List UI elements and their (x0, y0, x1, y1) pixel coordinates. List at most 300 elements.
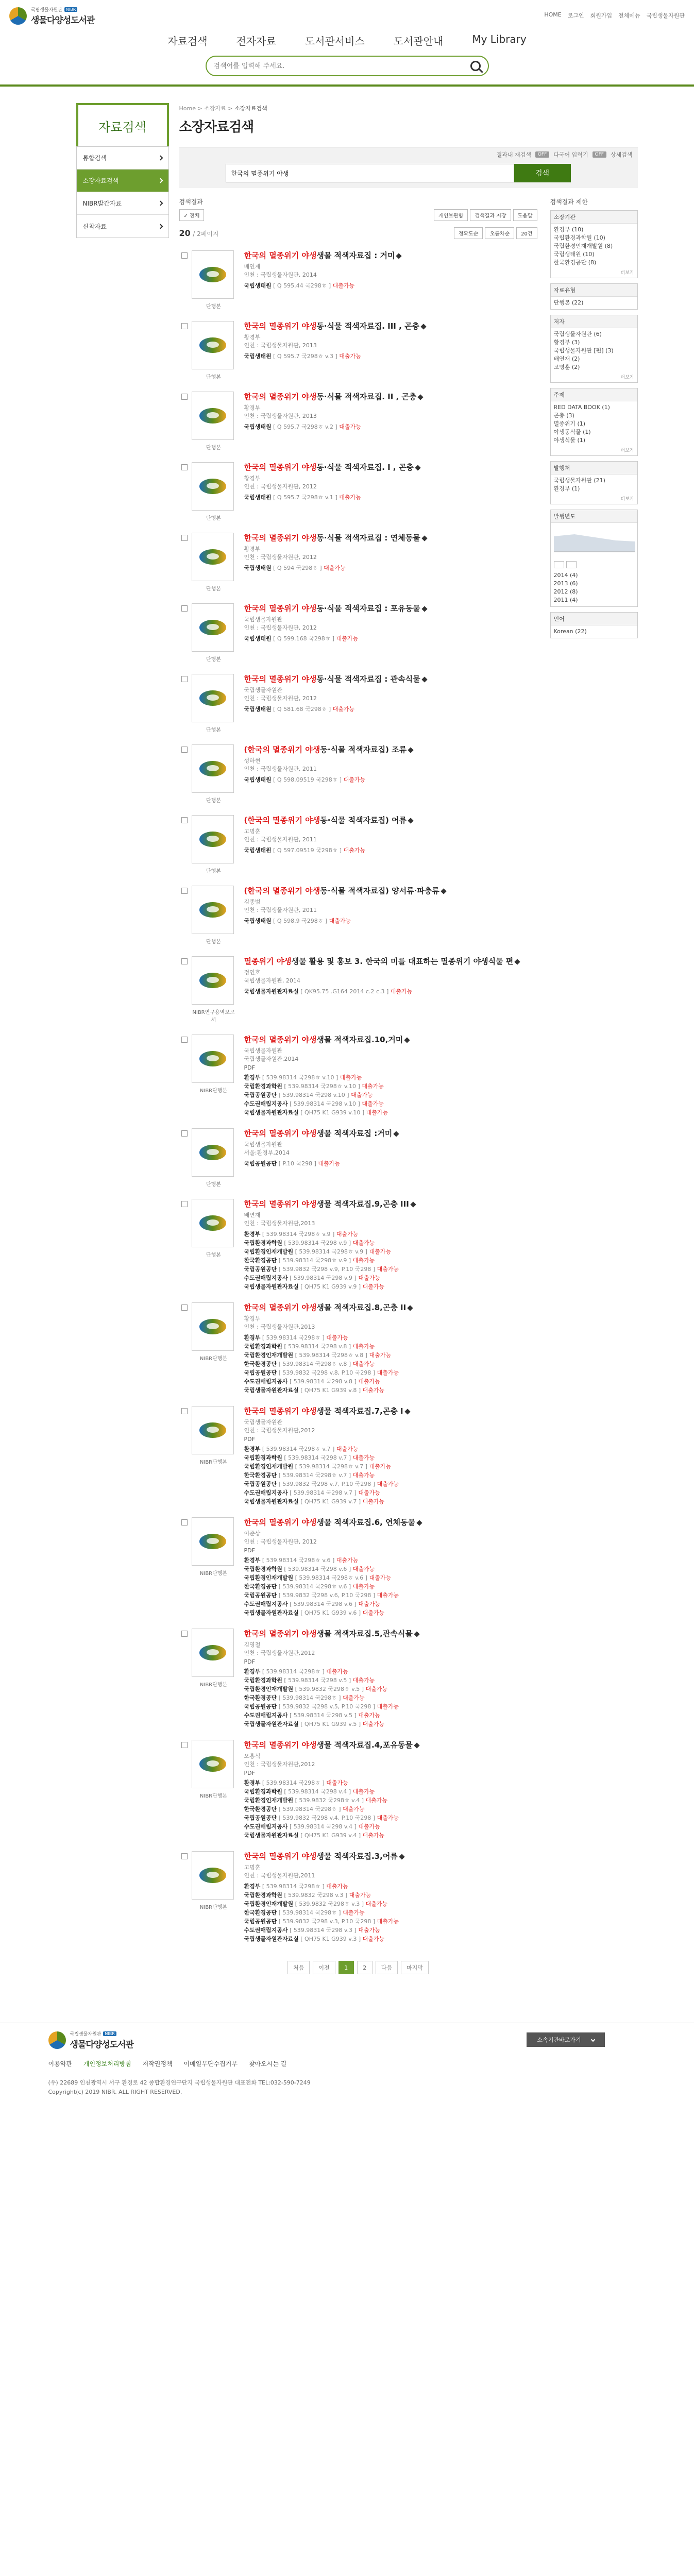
facet-heading[interactable]: 주제 (551, 388, 637, 401)
facet-heading[interactable]: 소장기관 (551, 211, 637, 224)
item-title[interactable] (244, 462, 537, 472)
holding-status[interactable]: 대출가능 (362, 1721, 385, 1727)
item-title[interactable] (244, 815, 537, 825)
util-link[interactable]: 국립생물자원관 (646, 12, 685, 19)
facet-item[interactable]: RED DATA BOOK (1) (553, 404, 610, 411)
holding-library[interactable]: 수도권매립지공사 (244, 1100, 288, 1107)
pin-icon[interactable] (420, 324, 426, 329)
sort-select[interactable]: 오름차순 (485, 227, 514, 239)
footer-link[interactable]: 개인정보처리방침 (83, 2060, 131, 2067)
facet-item[interactable]: 한국환경공단 (8) (553, 259, 597, 266)
item-checkbox[interactable] (181, 535, 188, 541)
holding-library[interactable]: 국립환경과학원 (244, 1454, 282, 1461)
holding-library[interactable]: 국립공원공단 (244, 1815, 277, 1821)
pin-icon[interactable] (394, 1131, 399, 1137)
facet-item[interactable]: 국립생태원 (10) (553, 251, 595, 258)
holding-library[interactable]: 환경부 (244, 1883, 261, 1890)
result-tool-button[interactable]: 개인보관함 (434, 209, 468, 221)
item-checkbox[interactable] (181, 1130, 188, 1137)
book-cover[interactable] (192, 956, 234, 1005)
item-title[interactable] (244, 1629, 537, 1639)
book-cover[interactable] (192, 392, 234, 440)
pdf-link[interactable]: PDF (244, 1770, 255, 1776)
item-title[interactable] (244, 533, 537, 543)
pager-button[interactable]: 다음 (376, 1961, 398, 1974)
holding-status[interactable]: 대출가능 (366, 1109, 388, 1116)
item-checkbox[interactable] (181, 1408, 188, 1414)
facet-heading[interactable]: 발행처 (551, 462, 637, 474)
family-site-select[interactable] (527, 2032, 604, 2047)
holding-library[interactable]: 국립생태원 (244, 282, 272, 289)
holding-library[interactable]: 국립환경과학원 (244, 1566, 282, 1572)
holding-library[interactable]: 수도권매립지공사 (244, 1601, 288, 1607)
holding-status[interactable]: 대출가능 (336, 1446, 359, 1452)
holding-status[interactable]: 대출가능 (326, 1334, 348, 1341)
facet-heading[interactable]: 언어 (551, 613, 637, 625)
facet-item[interactable]: 곤충 (3) (553, 412, 574, 419)
holding-library[interactable]: 수도권매립지공사 (244, 1927, 288, 1934)
facet-item[interactable]: 국립생물자원관 [편] (3) (553, 347, 614, 354)
holding-library[interactable]: 국립공원공단 (244, 1160, 277, 1167)
holding-library[interactable]: 환경부 (244, 1668, 261, 1675)
item-checkbox[interactable] (181, 1631, 188, 1637)
book-cover[interactable] (192, 533, 234, 581)
item-checkbox[interactable] (181, 747, 188, 753)
item-checkbox[interactable] (181, 605, 188, 612)
holding-library[interactable]: 수도권매립지공사 (244, 1489, 288, 1496)
gnb-item[interactable]: 도서관서비스 (304, 35, 365, 47)
sort-select[interactable]: 20건 (516, 227, 537, 239)
holding-library[interactable]: 한국환경공단 (244, 1257, 277, 1264)
holding-library[interactable]: 국립환경과학원 (244, 1892, 282, 1899)
item-title[interactable] (244, 1128, 537, 1139)
result-search-button[interactable]: 검색 (514, 164, 571, 182)
facet-heading[interactable]: 저자 (551, 315, 637, 328)
holding-library[interactable]: 환경부 (244, 1557, 261, 1564)
holding-status[interactable]: 대출가능 (362, 1609, 385, 1616)
pin-icon[interactable] (408, 1305, 413, 1311)
facet-item[interactable]: 황경부 (3) (553, 339, 580, 346)
holding-library[interactable]: 국립생태원 (244, 494, 272, 501)
year-to-input[interactable] (566, 561, 577, 568)
book-cover[interactable] (192, 1302, 234, 1351)
item-title[interactable] (244, 1199, 537, 1209)
holding-library[interactable]: 국립생물자원관자료실 (244, 1609, 299, 1616)
left-nav-item[interactable] (77, 170, 168, 192)
holding-status[interactable]: 대출가능 (369, 1574, 392, 1581)
item-checkbox[interactable] (181, 888, 188, 894)
holding-library[interactable]: 국립생태원 (244, 353, 272, 360)
item-checkbox[interactable] (181, 958, 188, 964)
left-nav-item[interactable] (77, 192, 168, 215)
site-logo[interactable] (9, 6, 94, 26)
pin-icon[interactable] (418, 394, 424, 400)
item-title[interactable] (244, 1740, 537, 1750)
pager-button[interactable]: 이전 (313, 1961, 335, 1974)
footer-link[interactable]: 찾아오시는 길 (248, 2060, 287, 2067)
holding-library[interactable]: 한국환경공단 (244, 1909, 277, 1916)
result-tool-button[interactable]: 검색결과 저장 (470, 209, 511, 221)
holding-library[interactable]: 국립환경과학원 (244, 1083, 282, 1090)
holding-library[interactable]: 국립생물자원관자료실 (244, 988, 299, 995)
book-cover[interactable] (192, 1128, 234, 1177)
holding-status[interactable]: 대출가능 (324, 565, 346, 571)
holding-library[interactable]: 수도권매립지공사 (244, 1823, 288, 1830)
year-from-input[interactable] (554, 561, 564, 568)
holding-library[interactable]: 국립생물자원관자료실 (244, 1498, 299, 1505)
holding-status[interactable]: 대출가능 (339, 423, 361, 430)
holding-status[interactable]: 대출가능 (362, 1100, 384, 1107)
facet-item[interactable]: 고명훈 (2) (553, 364, 580, 370)
holding-library[interactable]: 국립생물자원관자료실 (244, 1721, 299, 1727)
holding-status[interactable]: 대출가능 (365, 1901, 388, 1907)
book-cover[interactable] (192, 815, 234, 863)
facet-more-link[interactable]: 더보기 (620, 448, 634, 453)
holding-library[interactable]: 국립환경인재개발원 (244, 1686, 294, 1692)
holding-status[interactable]: 대출가능 (336, 1231, 359, 1238)
select-all-button[interactable]: ✓ 전체 (179, 209, 205, 221)
item-checkbox[interactable] (181, 1853, 188, 1859)
holding-library[interactable]: 국립생태원 (244, 847, 272, 854)
gnb-item[interactable]: 자료검색 (167, 35, 208, 47)
facet-item[interactable]: 국립환경과학원 (10) (553, 234, 605, 241)
holding-status[interactable]: 대출가능 (390, 988, 413, 995)
book-cover[interactable] (192, 1851, 234, 1900)
holding-status[interactable]: 대출가능 (339, 353, 361, 360)
holding-library[interactable]: 환경부 (244, 1446, 261, 1452)
gnb-item[interactable]: 도서관안내 (393, 35, 444, 47)
item-checkbox[interactable] (181, 464, 188, 470)
holding-status[interactable]: 대출가능 (332, 706, 355, 713)
pager-button[interactable]: 2 (357, 1961, 373, 1974)
holding-status[interactable]: 대출가능 (326, 1668, 348, 1675)
breadcrumb-item[interactable]: Home (179, 105, 196, 112)
footer-link[interactable]: 이용약관 (48, 2060, 72, 2067)
book-cover[interactable] (192, 1517, 234, 1566)
left-nav-item[interactable] (77, 215, 168, 238)
holding-status[interactable]: 대출가능 (377, 1592, 399, 1599)
item-info (244, 603, 537, 663)
holding-status[interactable]: 대출가능 (362, 1936, 385, 1942)
facet-item[interactable]: 환경부 (1) (553, 485, 580, 492)
result-search-input[interactable] (226, 164, 514, 182)
holding-status[interactable]: 대출가능 (352, 1677, 375, 1684)
holding-library[interactable]: 국립공원공단 (244, 1481, 277, 1487)
holding-status[interactable]: 대출가능 (326, 1883, 348, 1890)
holding-status[interactable]: 대출가능 (358, 1712, 380, 1719)
item-checkbox[interactable] (181, 323, 188, 329)
facet-item[interactable]: 단행본 (22) (553, 299, 584, 306)
facet-item[interactable]: 배연재 (2) (553, 355, 580, 362)
facet-item[interactable]: 야생식물 (1) (553, 437, 586, 444)
holding-library[interactable]: 환경부 (244, 1074, 261, 1081)
holding-library[interactable]: 국립환경인재개발원 (244, 1248, 294, 1255)
holding-library[interactable]: 국립생태원 (244, 776, 272, 783)
holding-status[interactable]: 대출가능 (352, 1566, 375, 1572)
holding-status[interactable]: 대출가능 (358, 1927, 380, 1934)
item-title[interactable] (244, 321, 537, 331)
holding-library[interactable]: 한국환경공단 (244, 1806, 277, 1812)
holding-status[interactable]: 대출가능 (362, 1083, 384, 1090)
holding-status[interactable]: 대출가능 (318, 1160, 340, 1167)
holding-status[interactable]: 대출가능 (352, 1343, 375, 1350)
holding-status[interactable]: 대출가능 (343, 1806, 365, 1812)
facet-item[interactable]: 국립생물자원관 (6) (553, 331, 602, 337)
toggle-research-switch[interactable]: OFF (535, 151, 549, 158)
holding-status[interactable]: 대출가능 (352, 1583, 375, 1590)
holding-library[interactable]: 국립공원공단 (244, 1369, 277, 1376)
pin-icon[interactable] (396, 253, 402, 259)
holding-status[interactable]: 대출가능 (326, 1780, 348, 1786)
item-title[interactable] (244, 956, 537, 967)
pin-icon[interactable] (414, 1742, 419, 1748)
facet-item[interactable]: 2013 (6) (553, 580, 578, 587)
holding-library[interactable]: 국립공원공단 (244, 1592, 277, 1599)
util-link[interactable]: 로그인 (567, 12, 584, 19)
item-title[interactable] (244, 674, 537, 684)
pin-icon[interactable] (404, 1037, 410, 1043)
item-holdings (244, 634, 537, 643)
item-checkbox[interactable] (181, 817, 188, 823)
item-checkbox[interactable] (181, 1201, 188, 1207)
book-cover[interactable] (192, 250, 234, 299)
holding-status[interactable]: 대출가능 (377, 1369, 399, 1376)
pager-button[interactable]: 처음 (287, 1961, 310, 1974)
holding-status[interactable]: 대출가능 (343, 1694, 365, 1701)
pdf-link[interactable]: PDF (244, 1064, 255, 1071)
holding-library[interactable]: 수도권매립지공사 (244, 1712, 288, 1719)
holding-library[interactable]: 국립생태원 (244, 706, 272, 713)
advanced-search-link[interactable]: 상세검색 (610, 151, 633, 158)
holding-library[interactable]: 국립환경인재개발원 (244, 1463, 294, 1470)
holding-status[interactable]: 대출가능 (362, 1387, 385, 1394)
holding-library[interactable]: 국립공원공단 (244, 1092, 277, 1098)
facet-item[interactable]: 환경부 (10) (553, 226, 584, 233)
facet-item[interactable]: 멸종위기 (1) (553, 420, 586, 427)
holding-library[interactable]: 국립환경인재개발원 (244, 1901, 294, 1907)
holding-status[interactable]: 대출가능 (343, 847, 366, 854)
pager-button[interactable]: 마지막 (401, 1961, 429, 1974)
holding-status[interactable]: 대출가능 (352, 1361, 375, 1367)
holding-status[interactable]: 대출가능 (349, 1892, 371, 1899)
holding-library[interactable]: 환경부 (244, 1334, 261, 1341)
holding-status[interactable]: 대출가능 (377, 1266, 399, 1273)
holding-status[interactable]: 대출가능 (369, 1352, 392, 1359)
pdf-link[interactable]: PDF (244, 1658, 255, 1665)
pin-icon[interactable] (408, 747, 413, 753)
pin-icon[interactable] (404, 1409, 410, 1414)
holding-status[interactable]: 대출가능 (332, 282, 355, 289)
holding-status[interactable]: 대출가능 (352, 1454, 375, 1461)
holding-library[interactable]: 한국환경공단 (244, 1583, 277, 1590)
util-link[interactable]: 전체메뉴 (618, 12, 640, 19)
item-checkbox[interactable] (181, 1037, 188, 1043)
holding-status[interactable]: 대출가능 (339, 494, 361, 501)
pager-button[interactable]: 1 (338, 1961, 354, 1974)
item-title[interactable] (244, 250, 537, 261)
pin-icon[interactable] (421, 606, 427, 612)
pin-icon[interactable] (421, 535, 427, 541)
left-nav-item[interactable] (77, 147, 168, 170)
holding-library[interactable]: 한국환경공단 (244, 1694, 277, 1701)
search-icon[interactable] (470, 61, 481, 71)
toggle-multilang-switch[interactable]: OFF (593, 151, 606, 158)
item-title[interactable] (244, 1851, 537, 1861)
facet-item[interactable]: 2014 (4) (553, 572, 578, 579)
book-cover[interactable] (192, 603, 234, 652)
book-cover[interactable] (192, 1035, 234, 1083)
gnb-item[interactable]: 전자자료 (236, 35, 276, 47)
holding-status[interactable]: 대출가능 (377, 1918, 399, 1925)
holding-status[interactable]: 대출가능 (362, 1832, 385, 1839)
facet-more-link[interactable]: 더보기 (620, 497, 634, 502)
item-title[interactable] (244, 886, 537, 896)
holding-library[interactable]: 국립생물자원관자료실 (244, 1936, 299, 1942)
item-title[interactable] (244, 744, 537, 755)
item-title[interactable] (244, 1035, 537, 1045)
item-title[interactable] (244, 1517, 537, 1528)
holding-library[interactable]: 국립환경과학원 (244, 1240, 282, 1246)
holding-library[interactable]: 국립생태원 (244, 635, 272, 642)
holding-library[interactable]: 국립환경과학원 (244, 1788, 282, 1795)
pin-icon[interactable] (408, 818, 413, 823)
holding-status[interactable]: 대출가능 (365, 1797, 388, 1804)
holding-library[interactable]: 환경부 (244, 1780, 261, 1786)
holding-status[interactable]: 대출가능 (377, 1481, 399, 1487)
holding-library[interactable]: 국립공원공단 (244, 1703, 277, 1710)
holding-status[interactable]: 대출가능 (343, 1909, 365, 1916)
holding-library[interactable]: 국립공원공단 (244, 1918, 277, 1925)
holding-status[interactable]: 대출가능 (352, 1257, 375, 1264)
item-title[interactable] (244, 392, 537, 402)
holding-status[interactable]: 대출가능 (358, 1378, 380, 1385)
book-cover[interactable] (192, 1740, 234, 1788)
item-checkbox[interactable] (181, 1742, 188, 1748)
holding-library[interactable]: 국립생태원 (244, 918, 272, 924)
item-checkbox[interactable] (181, 676, 188, 682)
top-search-input[interactable] (214, 62, 470, 70)
facet-more-link[interactable]: 더보기 (620, 375, 634, 380)
pin-icon[interactable] (414, 1631, 419, 1637)
holding-status[interactable]: 대출가능 (351, 1092, 373, 1098)
holding-status[interactable]: 대출가능 (358, 1601, 380, 1607)
holding-status[interactable]: 대출가능 (369, 1248, 392, 1255)
footer-link[interactable]: 저작권정책 (142, 2060, 173, 2067)
holding-status[interactable]: 대출가능 (365, 1686, 388, 1692)
pdf-link[interactable]: PDF (244, 1436, 255, 1443)
holding-library[interactable]: 국립환경과학원 (244, 1343, 282, 1350)
holding-status[interactable]: 대출가능 (377, 1703, 399, 1710)
holding-status[interactable]: 대출가능 (343, 776, 366, 783)
holding-library[interactable]: 국립생물자원관자료실 (244, 1109, 299, 1116)
util-link[interactable]: 회원가입 (590, 12, 613, 19)
holding-status[interactable]: 대출가능 (352, 1788, 375, 1795)
item-title[interactable] (244, 603, 537, 614)
holding-status[interactable]: 대출가능 (358, 1823, 380, 1830)
facet-item[interactable]: 2012 (8) (553, 588, 578, 595)
facet-item[interactable]: 2011 (4) (553, 597, 578, 603)
item-title-highlight: 한국의 멸종위기 야생 (244, 321, 317, 331)
holding-library[interactable]: 국립공원공단 (244, 1266, 277, 1273)
facet-item[interactable]: 야생동식물 (1) (553, 429, 591, 435)
pin-icon[interactable] (410, 1201, 416, 1207)
book-cover[interactable] (192, 886, 234, 934)
pin-icon[interactable] (399, 1854, 404, 1859)
footer-link[interactable]: 이메일무단수집거부 (183, 2060, 238, 2067)
holding-library[interactable]: 환경부 (244, 1231, 261, 1238)
holding-library[interactable]: 국립생물자원관자료실 (244, 1832, 299, 1839)
holding-library[interactable]: 국립환경인재개발원 (244, 1574, 294, 1581)
pin-icon[interactable] (515, 959, 520, 964)
holding-library[interactable]: 수도권매립지공사 (244, 1275, 288, 1281)
book-cover[interactable] (192, 674, 234, 722)
pin-icon[interactable] (416, 1520, 422, 1526)
holding-library[interactable]: 국립생태원 (244, 423, 272, 430)
pin-icon[interactable] (441, 888, 446, 894)
pin-icon[interactable] (415, 465, 420, 470)
facet-item[interactable]: 국립환경인재개발원 (8) (553, 243, 613, 249)
item-checkbox[interactable] (181, 1304, 188, 1311)
result-tool-button[interactable]: 도움말 (513, 209, 537, 221)
gnb-item[interactable]: My Library (472, 33, 527, 45)
pdf-link[interactable]: PDF (244, 1547, 255, 1554)
book-cover[interactable] (192, 744, 234, 793)
pin-icon[interactable] (421, 676, 427, 682)
holding-status[interactable]: 대출가능 (352, 1240, 375, 1246)
book-cover[interactable] (192, 1629, 234, 1677)
holding-library[interactable]: 국립생태원 (244, 565, 272, 571)
holding-status[interactable]: 대출가능 (358, 1275, 380, 1281)
item-checkbox[interactable] (181, 394, 188, 400)
item-checkbox[interactable] (181, 252, 188, 259)
sort-select[interactable]: 정확도순 (454, 227, 483, 239)
facet-heading[interactable]: 발행년도 (551, 510, 637, 523)
holding-library[interactable]: 국립환경인재개발원 (244, 1352, 294, 1359)
breadcrumb-item[interactable]: 소장자료검색 (234, 105, 267, 112)
book-cover[interactable] (192, 321, 234, 369)
holding-status[interactable]: 대출가능 (377, 1815, 399, 1821)
holding-status[interactable]: 대출가능 (362, 1498, 385, 1505)
holding-status[interactable]: 대출가능 (362, 1283, 385, 1290)
facet-more-link[interactable]: 더보기 (620, 270, 634, 276)
facet-item[interactable]: 국립생물자원관 (21) (553, 477, 605, 484)
holding-library[interactable]: 국립환경과학원 (244, 1677, 282, 1684)
holding-library[interactable]: 국립환경인재개발원 (244, 1797, 294, 1804)
item-checkbox[interactable] (181, 1519, 188, 1526)
holding-status[interactable]: 대출가능 (336, 635, 359, 642)
book-cover[interactable] (192, 462, 234, 511)
holding-status[interactable]: 대출가능 (336, 1557, 359, 1564)
holding-status[interactable]: 대출가능 (369, 1463, 392, 1470)
item-title[interactable] (244, 1406, 537, 1416)
holding-library[interactable]: 국립생물자원관자료실 (244, 1283, 299, 1290)
holding-status[interactable]: 대출가능 (329, 918, 351, 924)
holding-status[interactable]: 대출가능 (352, 1472, 375, 1479)
util-link[interactable]: HOME (544, 11, 562, 18)
holding-status[interactable]: 대출가능 (340, 1074, 362, 1081)
breadcrumb-item[interactable]: 소장자료 (204, 105, 226, 112)
facet-heading[interactable]: 자료유형 (551, 284, 637, 297)
holding-library[interactable]: 국립생물자원관자료실 (244, 1387, 299, 1394)
holding-library[interactable]: 한국환경공단 (244, 1361, 277, 1367)
book-cover[interactable] (192, 1199, 234, 1247)
item-title[interactable] (244, 1302, 537, 1313)
holding-status[interactable]: 대출가능 (358, 1489, 380, 1496)
book-cover[interactable] (192, 1406, 234, 1454)
facet-item[interactable]: Korean (22) (553, 628, 587, 635)
holding-library[interactable]: 한국환경공단 (244, 1472, 277, 1479)
holding-library[interactable]: 수도권매립지공사 (244, 1378, 288, 1385)
